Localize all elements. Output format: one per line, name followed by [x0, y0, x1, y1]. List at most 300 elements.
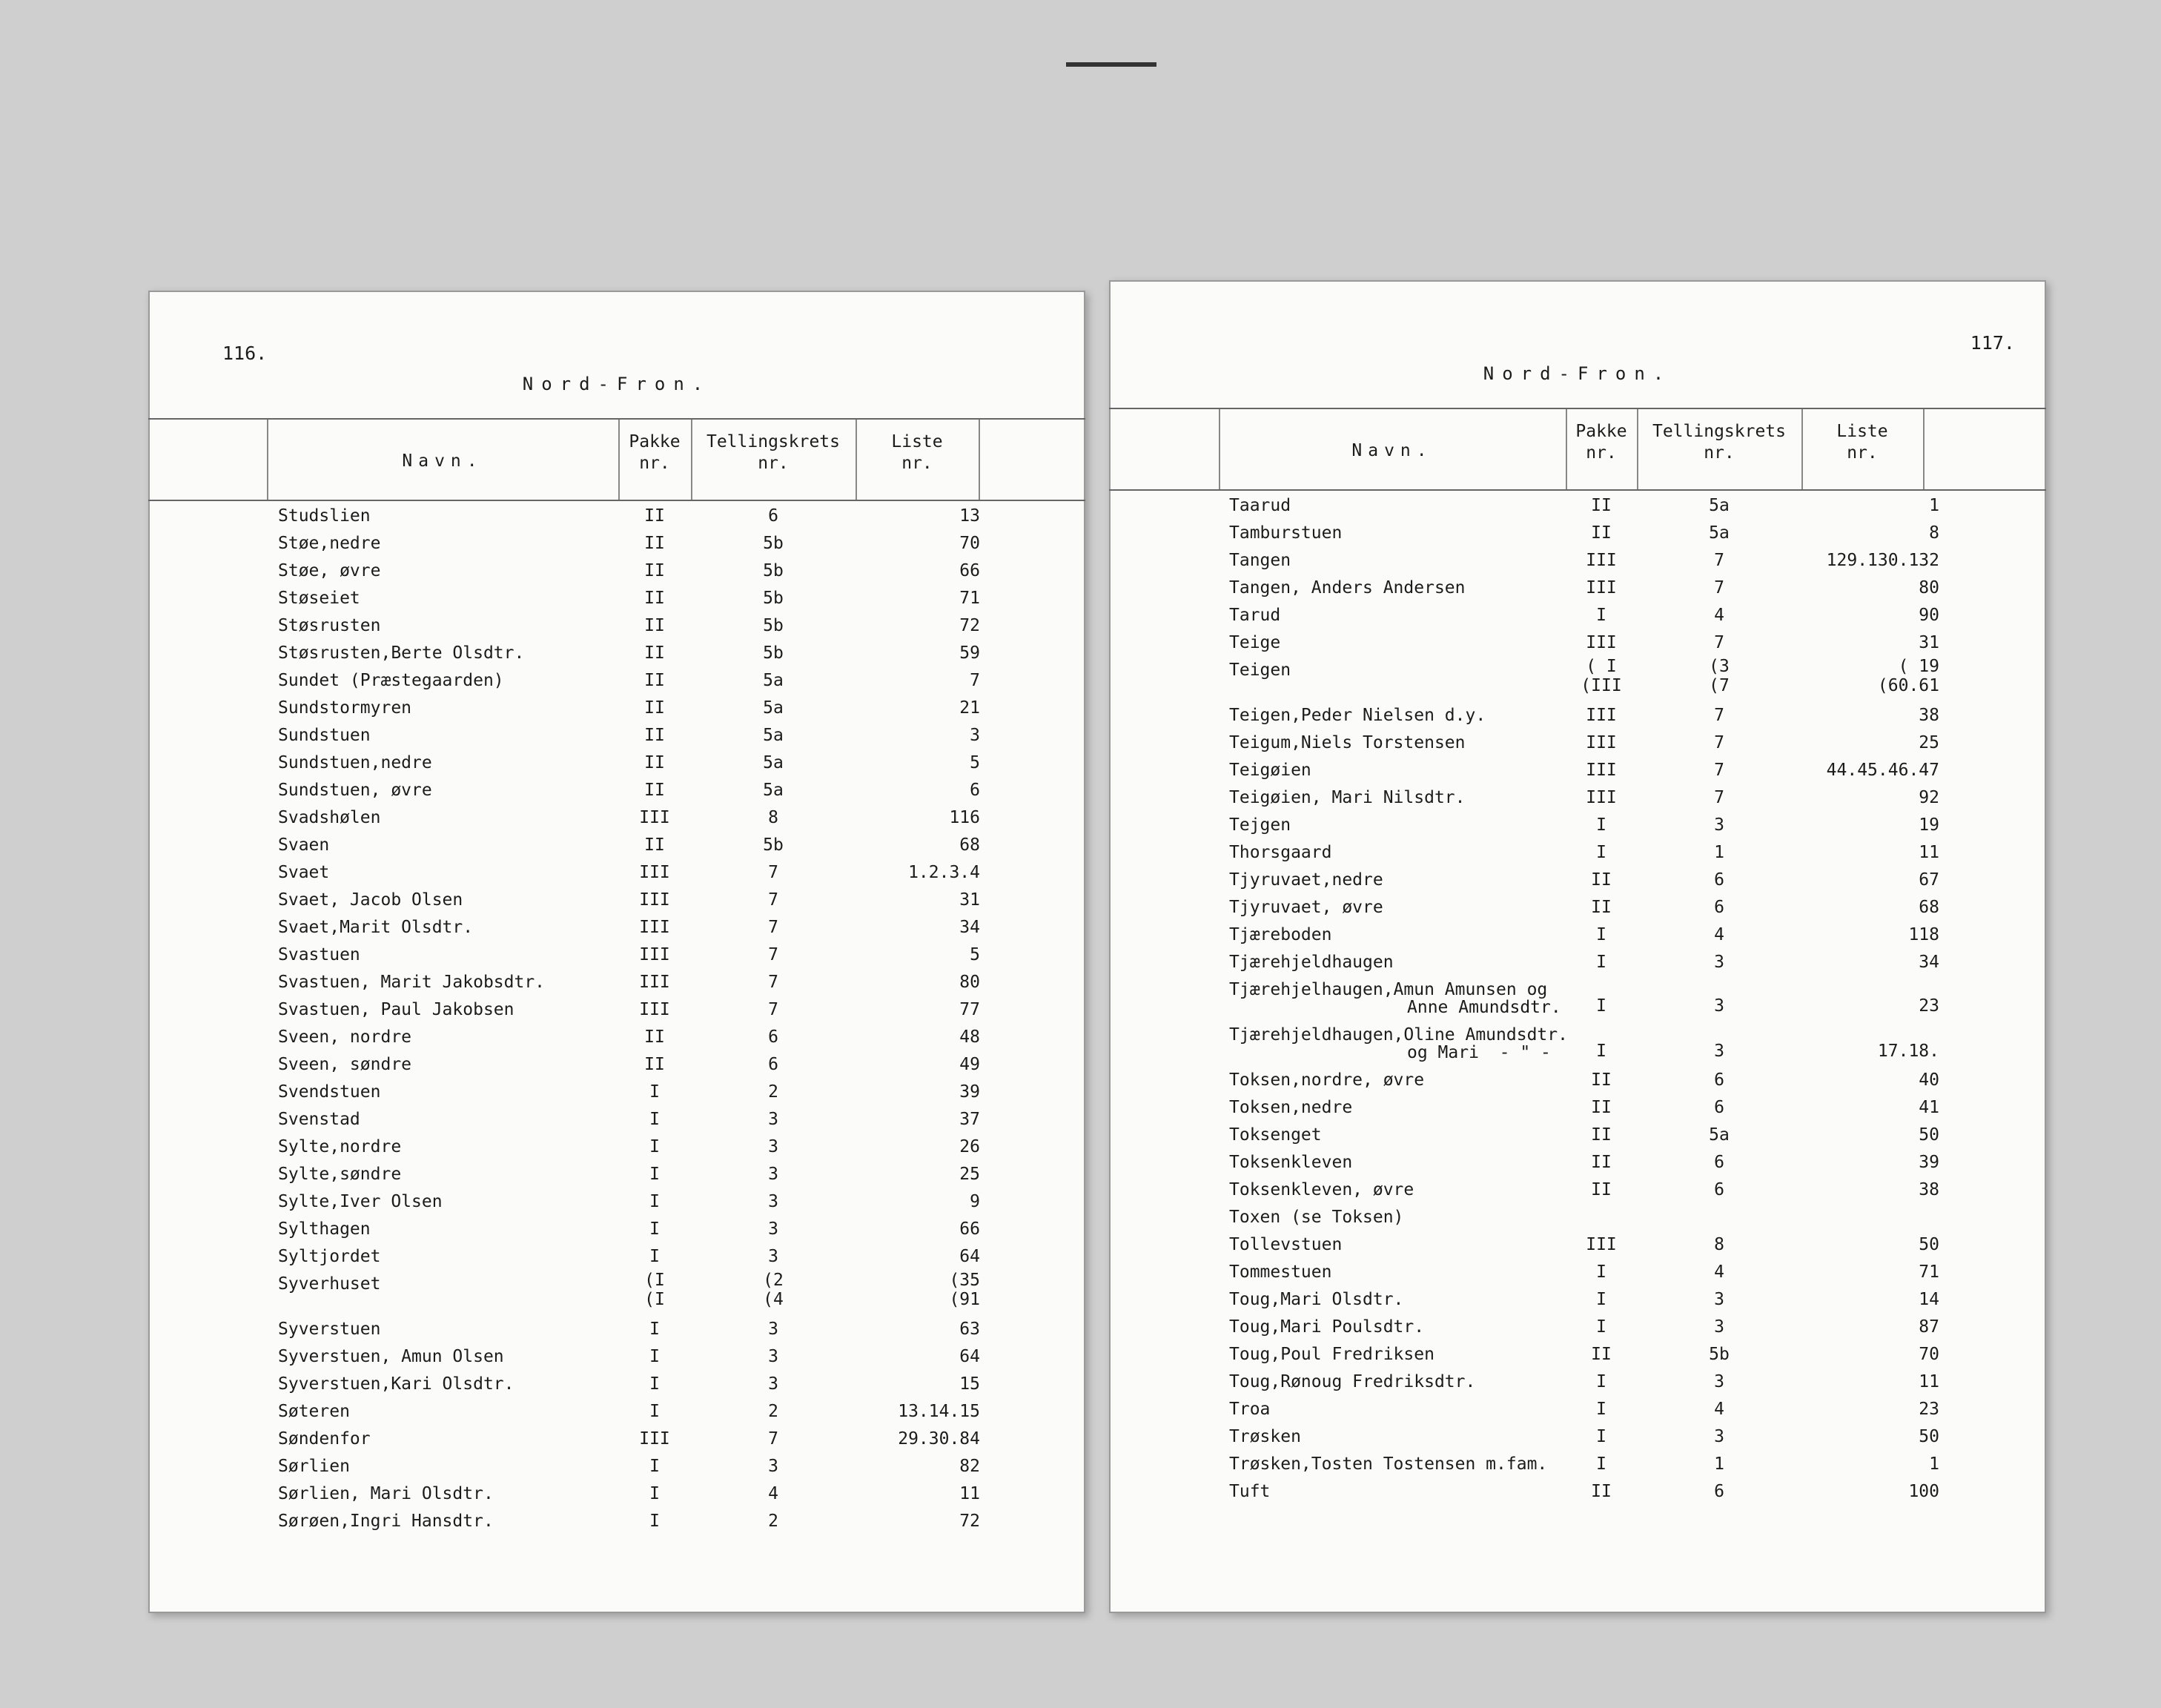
entry-name-continued: Anne Amundsdtr. — [1407, 998, 1561, 1018]
entry-liste: 13 — [959, 506, 980, 526]
entry-tellingskrets: 5b — [763, 589, 784, 608]
entry-pakke: I — [1596, 1262, 1606, 1282]
entry-tellingskrets: 4 — [1714, 925, 1724, 945]
entry-liste: 5 — [970, 945, 980, 964]
entry-liste: 67 — [1919, 870, 1939, 890]
entry-tellingskrets: 7 — [768, 1000, 778, 1019]
entry-tellingskrets: 2 — [768, 1512, 778, 1532]
table-row — [1109, 520, 2046, 547]
column-divider — [1923, 409, 1925, 489]
table-row — [1109, 839, 2046, 867]
table-row — [148, 859, 1085, 887]
entry-tellingskrets: 5b — [763, 616, 784, 635]
entry-name: Tjærehjeldhaugen — [1229, 953, 1394, 973]
crop-mark-top — [1066, 62, 1156, 67]
entry-liste: 25 — [1919, 733, 1939, 753]
entry-pakke: I — [1596, 1042, 1606, 1062]
entry-pakke: I — [649, 1457, 660, 1477]
entry-name: Støsrusten,Berte Olsdtr. — [278, 643, 525, 663]
entry-tellingskrets: 6 — [768, 506, 778, 526]
entry-liste: 19 — [1919, 815, 1939, 835]
entry-name: Søndenfor — [278, 1429, 371, 1449]
page-number: 117. — [1970, 332, 2015, 354]
entry-liste: 71 — [959, 589, 980, 608]
entry-liste: 100 — [1908, 1482, 1939, 1502]
entry-name: Tamburstuen — [1229, 523, 1343, 543]
entry-pakke: I — [649, 1219, 660, 1239]
entry-liste: 66 — [959, 1219, 980, 1239]
entry-pakke: I — [649, 1374, 660, 1394]
entry-pakke: I — [1596, 606, 1606, 625]
entry-liste: 21 — [959, 698, 980, 718]
entry-tellingskrets: (2 (4 — [763, 1271, 784, 1309]
entry-name: Teigen,Peder Nielsen d.y. — [1229, 706, 1486, 726]
entry-name: Svenstad — [278, 1110, 360, 1129]
table-body — [1109, 492, 2046, 1506]
entry-name: Teigen — [1229, 661, 1291, 680]
entry-pakke: II — [644, 616, 665, 635]
entry-tellingskrets: 7 — [768, 890, 778, 910]
header-liste: Liste nr. — [891, 432, 943, 473]
table-header — [148, 418, 1085, 501]
entry-liste: 34 — [959, 918, 980, 937]
entry-name: Svendstuen — [278, 1082, 381, 1102]
header-tellingskrets: Tellingskrets nr. — [1652, 422, 1786, 463]
table-row — [1109, 729, 2046, 757]
entry-name: Toksenkleven — [1229, 1153, 1353, 1173]
entry-pakke: I — [1596, 953, 1606, 973]
entry-liste: 9 — [970, 1192, 980, 1211]
entry-pakke: II — [1591, 1180, 1612, 1200]
table-row — [148, 1188, 1085, 1216]
entry-name: Sylthagen — [278, 1219, 371, 1239]
entry-name: Tarud — [1229, 606, 1281, 625]
entry-tellingskrets: 3 — [1714, 1427, 1724, 1447]
entry-name: Sundstuen, øvre — [278, 781, 432, 800]
entry-liste: 41 — [1919, 1098, 1939, 1118]
entry-name: Tangen — [1229, 551, 1291, 570]
entry-liste: 92 — [1919, 788, 1939, 808]
entry-tellingskrets: 5a — [1709, 523, 1730, 543]
entry-tellingskrets: 5a — [763, 781, 784, 800]
table-row — [148, 557, 1085, 585]
entry-tellingskrets: 7 — [768, 1429, 778, 1449]
entry-liste: 1 — [1929, 1454, 1939, 1474]
table-row — [1109, 921, 2046, 949]
entry-pakke: III — [1586, 551, 1617, 570]
table-row — [1109, 1396, 2046, 1423]
entry-name: Svastuen, Paul Jakobsen — [278, 1000, 514, 1019]
right-page — [1109, 280, 2046, 1613]
entry-pakke: II — [644, 589, 665, 608]
entry-name: Svaet, Jacob Olsen — [278, 890, 463, 910]
page-number: 116. — [222, 342, 268, 364]
entry-tellingskrets: 3 — [1714, 815, 1724, 835]
entry-pakke: II — [1591, 1153, 1612, 1173]
entry-liste: 34 — [1919, 953, 1939, 973]
table-row — [148, 749, 1085, 777]
entry-liste: 13.14.15 — [898, 1402, 980, 1422]
entry-liste: 68 — [1919, 898, 1939, 918]
entry-liste: 70 — [959, 534, 980, 553]
entry-name: Svastuen, Marit Jakobsdtr. — [278, 973, 546, 992]
entry-liste: 87 — [1919, 1317, 1939, 1337]
table-row — [1109, 1314, 2046, 1341]
entry-pakke: III — [639, 890, 670, 910]
entry-tellingskrets: 1 — [1714, 1454, 1724, 1474]
entry-tellingskrets: 5b — [1709, 1345, 1730, 1365]
entry-pakke: I — [649, 1137, 660, 1156]
table-body — [148, 503, 1085, 1535]
entry-liste: 23 — [1919, 996, 1939, 1016]
table-row — [1109, 894, 2046, 921]
entry-pakke: III — [1586, 578, 1617, 598]
entry-liste: 3 — [970, 726, 980, 745]
entry-name: Teige — [1229, 633, 1281, 652]
entry-pakke: II — [644, 753, 665, 772]
table-row — [1109, 949, 2046, 976]
entry-liste: 80 — [1919, 578, 1939, 598]
entry-pakke: II — [1591, 1070, 1612, 1090]
entry-tellingskrets: 3 — [768, 1374, 778, 1394]
table-row — [1109, 867, 2046, 894]
entry-liste: 17.18. — [1877, 1042, 1939, 1062]
entry-liste: 80 — [959, 973, 980, 992]
entry-liste: 11 — [959, 1484, 980, 1504]
table-row — [148, 695, 1085, 722]
table-row — [148, 1271, 1085, 1316]
entry-liste: 50 — [1919, 1125, 1939, 1145]
entry-pakke: II — [1591, 496, 1612, 515]
entry-tellingskrets: 7 — [1714, 578, 1724, 598]
table-header — [1109, 408, 2046, 491]
entry-name: Tjæreboden — [1229, 925, 1332, 945]
entry-name: Tejgen — [1229, 815, 1291, 835]
entry-name: Søteren — [278, 1402, 350, 1422]
entry-liste: 44.45.46.47 — [1826, 761, 1939, 781]
entry-liste: 6 — [970, 781, 980, 800]
entry-name: Sundstuen,nedre — [278, 753, 432, 772]
table-row — [1109, 547, 2046, 575]
table-row — [148, 1106, 1085, 1133]
entry-name: Sørlien, Mari Olsdtr. — [278, 1484, 494, 1504]
entry-pakke: III — [1586, 733, 1617, 753]
entry-liste: 90 — [1919, 606, 1939, 625]
table-row — [1109, 1067, 2046, 1094]
entry-liste: 49 — [959, 1055, 980, 1074]
entry-liste: 64 — [959, 1247, 980, 1266]
entry-pakke: I — [649, 1192, 660, 1211]
table-row — [148, 1316, 1085, 1343]
entry-name: Teigøien, Mari Nilsdtr. — [1229, 788, 1466, 808]
entry-name: Teigøien — [1229, 761, 1311, 781]
entry-tellingskrets: 7 — [1714, 633, 1724, 652]
table-row — [1109, 784, 2046, 812]
entry-liste: 71 — [1919, 1262, 1939, 1282]
column-divider — [979, 420, 980, 500]
entry-name: Sundstormyren — [278, 698, 412, 718]
entry-name: Tjyruvaet, øvre — [1229, 898, 1383, 918]
entry-pakke: III — [639, 863, 670, 882]
entry-name: Sylte,søndre — [278, 1165, 402, 1184]
entry-tellingskrets: 4 — [1714, 1400, 1724, 1420]
entry-name: Toug,Mari Poulsdtr. — [1229, 1317, 1425, 1337]
entry-name: Toug,Poul Fredriksen — [1229, 1345, 1434, 1365]
entry-pakke: III — [1586, 788, 1617, 808]
entry-name-continued: og Mari - " - — [1407, 1043, 1551, 1063]
entry-name: Støsrusten — [278, 616, 381, 635]
entry-name: Svaet,Marit Olsdtr. — [278, 918, 474, 937]
entry-pakke: II — [644, 726, 665, 745]
entry-tellingskrets: 3 — [1714, 1042, 1724, 1062]
entry-tellingskrets: 3 — [1714, 1290, 1724, 1310]
entry-tellingskrets: 7 — [768, 945, 778, 964]
table-row — [148, 612, 1085, 640]
table-row — [1109, 629, 2046, 657]
header-pakke: Pakke nr. — [1575, 422, 1627, 463]
entry-liste: 11 — [1919, 843, 1939, 863]
entry-pakke: I — [1596, 925, 1606, 945]
entry-pakke: III — [639, 945, 670, 964]
entry-liste: 72 — [959, 1512, 980, 1532]
entry-name: Trøsken,Tosten Tostensen m.fam. — [1229, 1454, 1548, 1474]
left-page — [148, 291, 1085, 1613]
entry-tellingskrets: 3 — [1714, 1317, 1724, 1337]
entry-liste: 31 — [959, 890, 980, 910]
entry-tellingskrets: 3 — [768, 1165, 778, 1184]
table-row — [148, 503, 1085, 530]
entry-tellingskrets: 5a — [763, 753, 784, 772]
entry-tellingskrets: 6 — [1714, 1180, 1724, 1200]
entry-pakke: I — [649, 1247, 660, 1266]
table-row — [1109, 1478, 2046, 1506]
entry-name: Sundet (Præstegaarden) — [278, 671, 504, 690]
table-row — [148, 1133, 1085, 1161]
entry-pakke: II — [1591, 1098, 1612, 1118]
table-row — [1109, 1176, 2046, 1204]
entry-liste: 23 — [1919, 1400, 1939, 1420]
entry-pakke: II — [644, 698, 665, 718]
entry-liste: 50 — [1919, 1427, 1939, 1447]
entry-tellingskrets: 5a — [763, 698, 784, 718]
entry-tellingskrets: 7 — [768, 863, 778, 882]
entry-liste: 8 — [1929, 523, 1939, 543]
table-row — [148, 667, 1085, 695]
entry-name: Syverhuset — [278, 1274, 381, 1294]
table-row — [1109, 602, 2046, 629]
header-name: Navn. — [1351, 441, 1433, 460]
entry-tellingskrets: 4 — [1714, 606, 1724, 625]
entry-liste: 38 — [1919, 706, 1939, 726]
table-row — [1109, 1368, 2046, 1396]
table-row — [148, 1398, 1085, 1426]
entry-pakke: I — [649, 1512, 660, 1532]
entry-tellingskrets: 5b — [763, 643, 784, 663]
table-row — [1109, 575, 2046, 602]
entry-name: Sørøen,Ingri Hansdtr. — [278, 1512, 494, 1532]
entry-name: Sveen, søndre — [278, 1055, 412, 1074]
entry-name: Toksenget — [1229, 1125, 1322, 1145]
entry-liste: 59 — [959, 643, 980, 663]
entry-liste: 5 — [970, 753, 980, 772]
entry-tellingskrets: (3 (7 — [1709, 657, 1730, 695]
table-row — [1109, 702, 2046, 729]
entry-liste: 38 — [1919, 1180, 1939, 1200]
entry-name: Teigum,Niels Torstensen — [1229, 733, 1466, 753]
entry-liste: ( 19 (60.61 — [1877, 657, 1939, 695]
entry-tellingskrets: 6 — [1714, 1098, 1724, 1118]
entry-tellingskrets: 5a — [763, 671, 784, 690]
page-title: Nord-Fron. — [522, 374, 712, 394]
entry-liste: 29.30.84 — [898, 1429, 980, 1449]
table-row — [148, 1051, 1085, 1079]
table-row — [1109, 657, 2046, 702]
table-row — [1109, 1094, 2046, 1122]
table-row — [148, 585, 1085, 612]
entry-name: Tuft — [1229, 1482, 1271, 1502]
entry-name: Troa — [1229, 1400, 1271, 1420]
entry-pakke: I — [649, 1402, 660, 1422]
entry-name: Tjærehjelhaugen,Amun Amunsen og — [1229, 980, 1548, 1000]
entry-tellingskrets: 7 — [768, 973, 778, 992]
entry-name: Toksenkleven, øvre — [1229, 1180, 1414, 1200]
entry-liste: 39 — [959, 1082, 980, 1102]
entry-tellingskrets: 6 — [1714, 1482, 1724, 1502]
entry-liste: 40 — [1919, 1070, 1939, 1090]
entry-tellingskrets: 6 — [1714, 898, 1724, 918]
table-row — [148, 1343, 1085, 1371]
table-row — [1109, 1423, 2046, 1451]
header-tellingskrets: Tellingskrets nr. — [706, 432, 840, 473]
entry-pakke: I — [649, 1110, 660, 1129]
entry-tellingskrets: 7 — [1714, 706, 1724, 726]
header-pakke: Pakke nr. — [629, 432, 681, 473]
entry-pakke: I — [1596, 996, 1606, 1016]
entry-tellingskrets: 3 — [1714, 953, 1724, 973]
table-row — [148, 1024, 1085, 1051]
entry-pakke: II — [1591, 870, 1612, 890]
entry-name: Syltjordet — [278, 1247, 381, 1266]
entry-tellingskrets: 7 — [768, 918, 778, 937]
table-row — [148, 887, 1085, 914]
entry-liste: 72 — [959, 616, 980, 635]
entry-tellingskrets: 5b — [763, 534, 784, 553]
table-row — [1109, 1341, 2046, 1368]
entry-pakke: ( I (III — [1581, 657, 1622, 695]
entry-tellingskrets: 3 — [768, 1247, 778, 1266]
entry-liste: 70 — [1919, 1345, 1939, 1365]
entry-name: Tollevstuen — [1229, 1235, 1343, 1255]
entry-liste: 118 — [1908, 925, 1939, 945]
entry-name: Svaen — [278, 835, 330, 855]
entry-tellingskrets: 7 — [1714, 551, 1724, 570]
table-row — [148, 1453, 1085, 1480]
entry-name: Støe, øvre — [278, 561, 381, 580]
entry-name: Trøsken — [1229, 1427, 1301, 1447]
entry-liste: 68 — [959, 835, 980, 855]
entry-pakke: III — [639, 918, 670, 937]
entry-pakke: III — [639, 1000, 670, 1019]
entry-pakke: I — [1596, 815, 1606, 835]
entry-tellingskrets: 3 — [768, 1457, 778, 1477]
entry-liste: 129.130.132 — [1826, 551, 1939, 570]
entry-name: Tangen, Anders Andersen — [1229, 578, 1466, 598]
entry-tellingskrets: 7 — [1714, 788, 1724, 808]
table-row — [1109, 1122, 2046, 1149]
entry-tellingskrets: 2 — [768, 1082, 778, 1102]
table-row — [1109, 976, 2046, 1022]
entry-pakke: III — [1586, 1235, 1617, 1255]
entry-tellingskrets: 3 — [768, 1192, 778, 1211]
table-row — [148, 640, 1085, 667]
table-row — [148, 722, 1085, 749]
entry-name: Syverstuen — [278, 1320, 381, 1340]
entry-pakke: II — [1591, 1125, 1612, 1145]
table-row — [148, 832, 1085, 859]
table-row — [148, 1480, 1085, 1508]
entry-pakke: II — [1591, 898, 1612, 918]
entry-tellingskrets: 5b — [763, 835, 784, 855]
entry-name: Støseiet — [278, 589, 360, 608]
entry-liste: 48 — [959, 1027, 980, 1047]
table-row — [148, 530, 1085, 557]
table-row — [148, 1508, 1085, 1535]
entry-pakke: II — [1591, 1345, 1612, 1365]
table-row — [148, 1426, 1085, 1453]
table-row — [1109, 1286, 2046, 1314]
entry-name: Sylte,nordre — [278, 1137, 402, 1156]
table-row — [148, 941, 1085, 969]
table-row — [1109, 1259, 2046, 1286]
entry-liste: 116 — [949, 808, 980, 827]
entry-tellingskrets: 8 — [768, 808, 778, 827]
table-row — [1109, 1022, 2046, 1067]
entry-pakke: III — [639, 808, 670, 827]
entry-name: Toug,Rønoug Fredriksdtr. — [1229, 1372, 1476, 1392]
entry-pakke: I — [1596, 843, 1606, 863]
page-title: Nord-Fron. — [1483, 363, 1672, 384]
table-row — [148, 777, 1085, 804]
entry-pakke: II — [644, 781, 665, 800]
entry-pakke: I — [1596, 1427, 1606, 1447]
entry-tellingskrets: 5b — [763, 561, 784, 580]
entry-name: Tjyruvaet,nedre — [1229, 870, 1383, 890]
entry-tellingskrets: 3 — [768, 1110, 778, 1129]
table-row — [1109, 1204, 2046, 1231]
entry-liste: 77 — [959, 1000, 980, 1019]
entry-name: Svaet — [278, 863, 330, 882]
entry-tellingskrets: 2 — [768, 1402, 778, 1422]
table-row — [1109, 757, 2046, 784]
entry-tellingskrets: 1 — [1714, 843, 1724, 863]
entry-liste: 66 — [959, 561, 980, 580]
entry-pakke: II — [644, 506, 665, 526]
entry-tellingskrets: 6 — [768, 1055, 778, 1074]
entry-liste: 50 — [1919, 1235, 1939, 1255]
entry-liste: 82 — [959, 1457, 980, 1477]
entry-name: Syverstuen, Amun Olsen — [278, 1347, 504, 1367]
entry-pakke: I — [1596, 1317, 1606, 1337]
entry-tellingskrets: 3 — [768, 1320, 778, 1340]
entry-pakke: II — [644, 1055, 665, 1074]
table-row — [148, 1371, 1085, 1398]
entry-pakke: III — [639, 1429, 670, 1449]
entry-tellingskrets: 5a — [1709, 1125, 1730, 1145]
entry-liste: 11 — [1919, 1372, 1939, 1392]
entry-name: Sylte,Iver Olsen — [278, 1192, 443, 1211]
entry-name: Toxen (se Toksen) — [1229, 1208, 1404, 1228]
entry-name: Toug,Mari Olsdtr. — [1229, 1290, 1404, 1310]
